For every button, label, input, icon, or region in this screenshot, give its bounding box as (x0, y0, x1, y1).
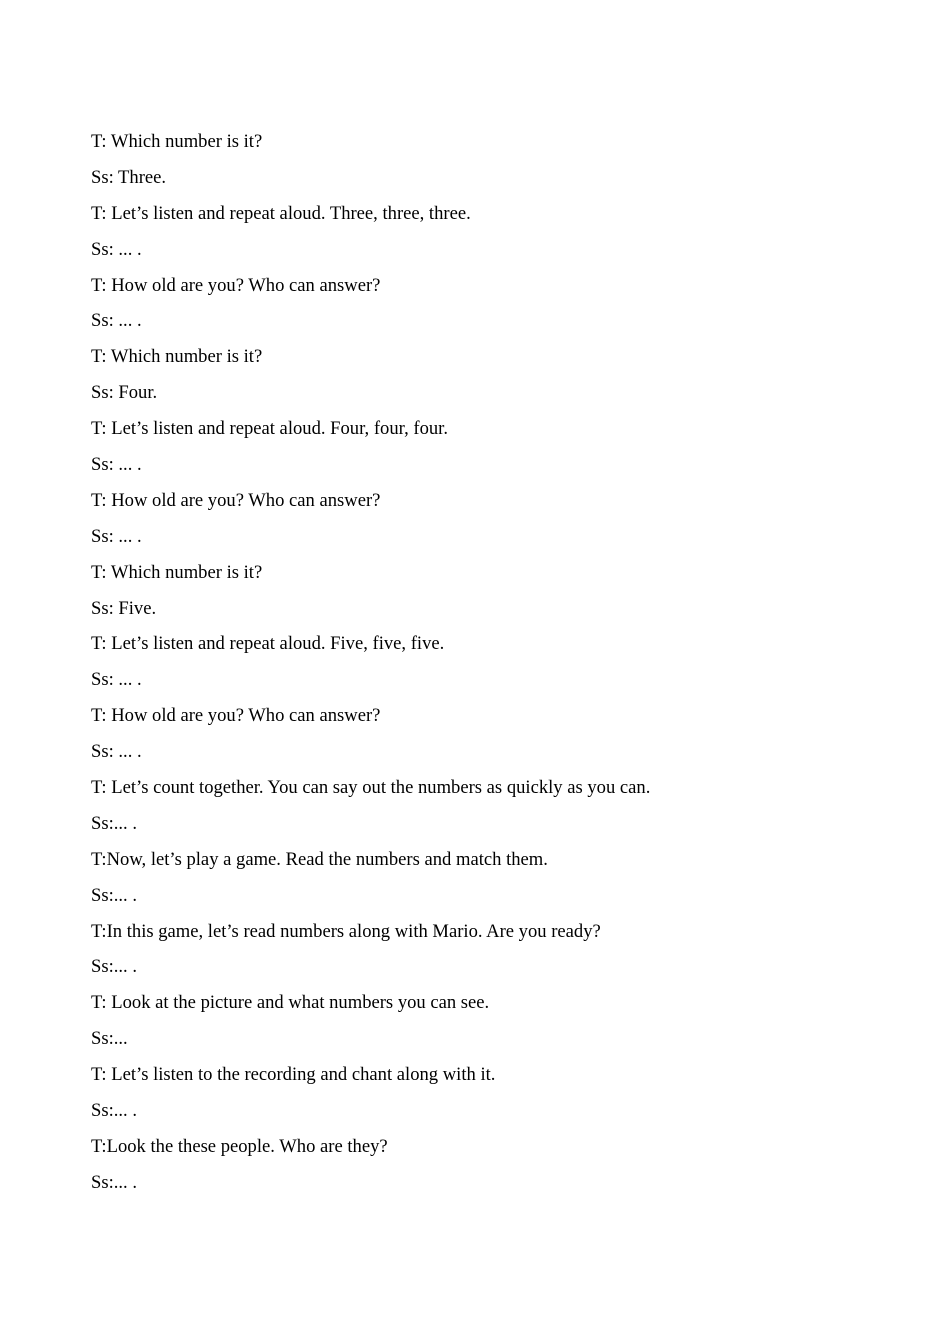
dialogue-line: Ss: ... . (91, 741, 142, 763)
dialogue-line: T: How old are you? Who can answer? (91, 274, 381, 296)
dialogue-line: Ss: ... . (91, 238, 142, 260)
dialogue-line: Ss: Four. (91, 382, 158, 404)
dialogue-line: Ss:... . (91, 1100, 137, 1122)
dialogue-line: Ss: Five. (91, 597, 157, 619)
dialogue-line: Ss: ... . (91, 454, 142, 476)
dialogue-line: T: Let’s count together. You can say out the numbers as quickly as you can. (91, 777, 651, 799)
dialogue-line: T: Let’s listen and repeat aloud. Three, three, three. (91, 202, 471, 224)
dialogue-line: Ss: ... . (91, 669, 142, 691)
dialogue-transcript (91, 124, 650, 1201)
dialogue-line: T: Which number is it? (91, 561, 263, 583)
dialogue-line: T: How old are you? Who can answer? (91, 705, 381, 727)
dialogue-line: T:Look the these people. Who are they? (91, 1135, 388, 1157)
dialogue-line: Ss:... (91, 1028, 128, 1050)
dialogue-line: Ss:... . (91, 1171, 137, 1193)
dialogue-line: Ss:... . (91, 812, 137, 834)
dialogue-line: T: Which number is it? (91, 131, 263, 152)
dialogue-line: T: Let’s listen to the recording and chant along with it. (91, 1064, 496, 1086)
dialogue-line: T: Look at the picture and what numbers you can see. (91, 992, 490, 1014)
dialogue-line: T: Which number is it? (91, 346, 263, 368)
dialogue-line: Ss: Three. (91, 166, 167, 188)
dialogue-line: T: Let’s listen and repeat aloud. Five, five, five. (91, 633, 445, 655)
dialogue-line: Ss: ... . (91, 310, 142, 332)
dialogue-line: T: Let’s listen and repeat aloud. Four, four, four. (91, 418, 448, 440)
dialogue-line: T:In this game, let’s read numbers along with Mario. Are you ready? (91, 920, 601, 942)
dialogue-line: Ss: ... . (91, 525, 142, 547)
dialogue-line: T: How old are you? Who can answer? (91, 489, 381, 511)
dialogue-line: Ss:... . (91, 884, 137, 906)
dialogue-line: T:Now, let’s play a game. Read the numbers and match them. (91, 848, 548, 870)
dialogue-line: Ss:... . (91, 956, 137, 978)
